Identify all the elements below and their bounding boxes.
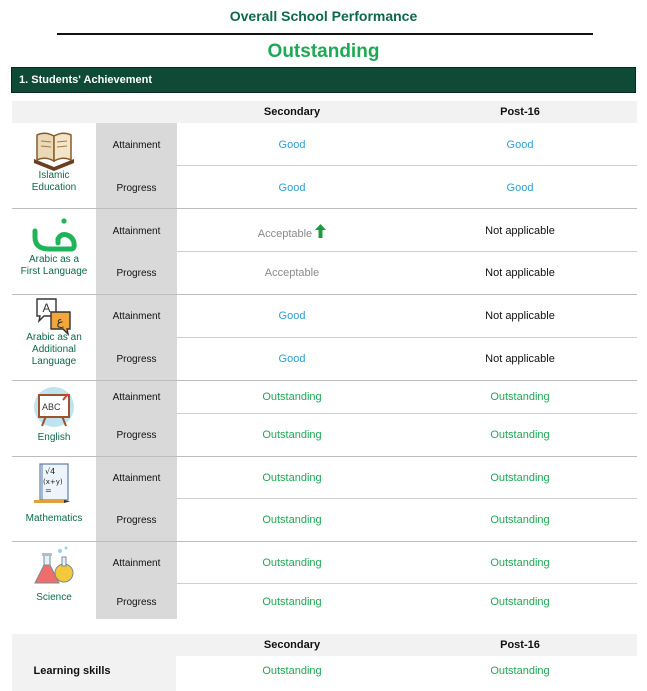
islamic-attainment-secondary: Good [278,139,306,151]
arabic-first-progress-secondary: Acceptable [264,267,320,279]
svg-text:ABC: ABC [42,402,61,412]
islamic-progress-post16: Good [506,182,534,194]
metric-attainment: Attainment [112,140,161,151]
rating-value: Acceptable [257,228,313,240]
abc-easel-icon [32,386,76,428]
learning-skills-column-post16: Post-16 [500,639,540,651]
section-title: 1. Students' Achievement [19,74,153,86]
row-divider [177,413,637,414]
english-attainment-post16: Outstanding [490,391,550,403]
metric-progress: Progress [116,430,157,441]
english-progress-secondary: Outstanding [262,429,322,441]
column-header-secondary: Secondary [263,106,321,118]
svg-text:ع: ع [56,314,64,328]
subject-name-line: Education [31,182,77,193]
arabic-additional-progress-secondary: Good [278,353,306,365]
subject-mathematics [12,457,96,541]
subject-name-line: Science [36,592,72,603]
arabic-first-attainment-secondary [202,224,382,240]
arabic-additional-progress-post16: Not applicable [485,353,555,365]
subject-name-line: Arabic as an [26,332,82,343]
metric-progress: Progress [116,515,157,526]
column-header-post16: Post-16 [500,106,540,118]
subject-divider [12,541,637,542]
science-progress-secondary: Outstanding [262,596,322,608]
arabic-first-progress-post16: Not applicable [485,267,555,279]
row-divider [177,583,637,584]
metric-progress: Progress [116,183,157,194]
row-divider [177,498,637,499]
metric-attainment: Attainment [112,558,161,569]
subject-arabic-additional-language [12,295,96,380]
speech-bubbles-icon [34,297,74,337]
title-divider [57,33,593,35]
metric-attainment: Attainment [112,311,161,322]
metric-progress: Progress [116,354,157,365]
learning-skills-label: Learning skills [33,665,111,677]
subject-name-line: First Language [20,266,88,277]
overall-rating: Outstanding [267,41,380,62]
metric-attainment: Attainment [112,392,161,403]
subject-name-line: Mathematics [25,513,83,524]
svg-text:√4: √4 [45,467,56,476]
subject-divider [12,456,637,457]
quran-book-icon [31,127,77,171]
english-attainment-secondary: Outstanding [262,391,322,403]
science-flask-icon [32,545,76,589]
subject-divider [12,208,637,209]
row-divider [177,337,637,338]
page-title: Overall School Performance [229,8,418,24]
svg-text:(x+y): (x+y) [43,478,63,486]
arabic-additional-attainment-secondary: Good [278,310,306,322]
subject-divider [12,380,637,381]
subject-science [12,542,96,619]
mathematics-attainment-post16: Outstanding [490,472,550,484]
subject-divider [12,294,637,295]
row-divider [177,251,637,252]
mathematics-progress-post16: Outstanding [490,514,550,526]
metric-progress: Progress [116,597,157,608]
islamic-attainment-post16: Good [506,139,534,151]
subject-name-line: Arabic as a [28,254,80,265]
arrow-up-icon [315,224,326,238]
science-attainment-post16: Outstanding [490,557,550,569]
arabic-letter-icon [31,215,77,253]
svg-text:A: A [42,301,51,315]
row-divider [177,165,637,166]
subject-english [12,381,96,456]
arabic-first-attainment-post16: Not applicable [485,225,555,237]
metric-attainment: Attainment [112,473,161,484]
arabic-additional-attainment-post16: Not applicable [485,310,555,322]
metric-progress: Progress [116,268,157,279]
metric-column [96,123,177,619]
svg-text:=: = [45,486,52,495]
subject-name-line: Islamic [38,170,70,181]
science-progress-post16: Outstanding [490,596,550,608]
islamic-progress-secondary: Good [278,182,306,194]
section-header-students-achievement [11,67,636,93]
math-notebook-icon [32,462,76,506]
subject-name-line: Additional [32,344,76,355]
metric-attainment: Attainment [112,226,161,237]
mathematics-attainment-secondary: Outstanding [262,472,322,484]
subject-arabic-first-language [12,209,96,294]
learning-skills-column-secondary: Secondary [263,639,321,651]
science-attainment-secondary: Outstanding [262,557,322,569]
english-progress-post16: Outstanding [490,429,550,441]
subject-islamic-education [12,123,96,208]
mathematics-progress-secondary: Outstanding [262,514,322,526]
subject-name-line: English [37,432,71,443]
learning-skills-secondary: Outstanding [262,665,322,677]
subject-name-line: Language [31,356,77,367]
learning-skills-post16: Outstanding [490,665,550,677]
